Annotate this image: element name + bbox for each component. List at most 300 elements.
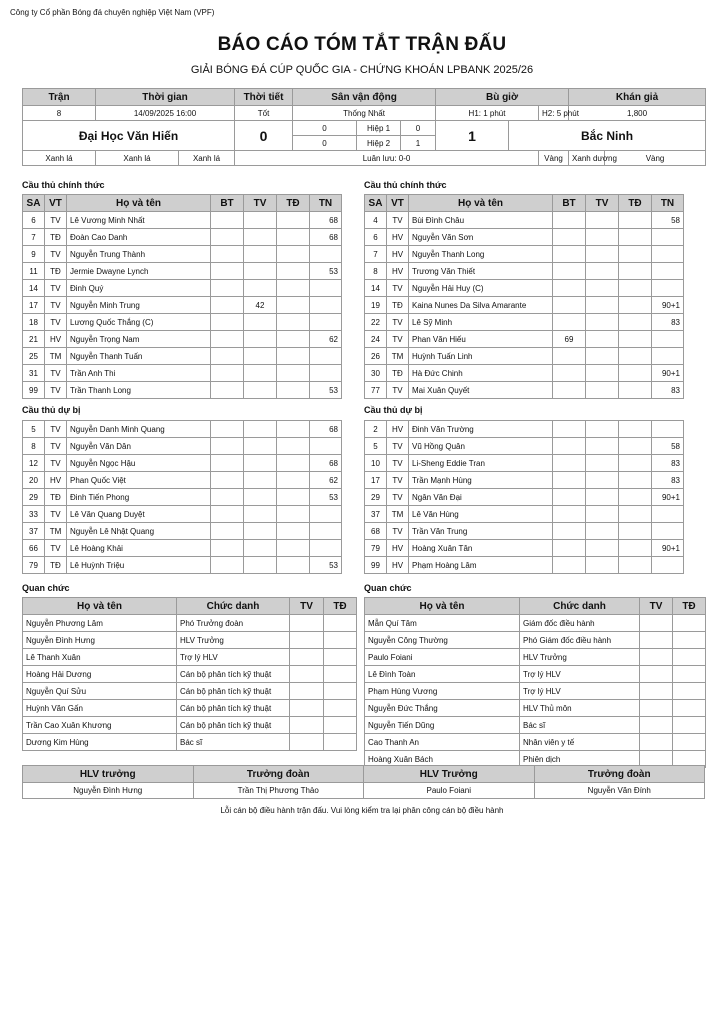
table-cell — [553, 506, 586, 523]
table-cell: Lê Huỳnh Triệu — [67, 557, 211, 574]
table-row — [23, 331, 342, 348]
table-cell — [586, 229, 619, 246]
away-kit-shorts: Xanh dương — [569, 151, 605, 166]
away-officials-heading: Quan chức — [364, 583, 412, 593]
column-header: VT — [45, 195, 67, 212]
table-row — [23, 421, 342, 438]
table-cell — [553, 438, 586, 455]
table-cell — [211, 280, 244, 297]
table-cell: Cán bộ phân tích kỹ thuật — [177, 717, 290, 734]
table-row — [365, 506, 684, 523]
column-header: Họ và tên — [409, 195, 553, 212]
table-cell: Phó Giám đốc điều hành — [520, 632, 640, 649]
table-cell: 9 — [23, 246, 45, 263]
table-cell — [673, 632, 706, 649]
table-cell: Nguyễn Tiến Dũng — [365, 717, 520, 734]
table-cell: Lê Hoàng Khải — [67, 540, 211, 557]
table-cell: Hà Đức Chinh — [409, 365, 553, 382]
table-cell — [244, 280, 277, 297]
table-cell: Nguyễn Văn Sơn — [409, 229, 553, 246]
table-cell: Lê Vương Minh Nhất — [67, 212, 211, 229]
table-cell: 68 — [365, 523, 387, 540]
table-cell — [586, 557, 619, 574]
table-cell: TV — [387, 523, 409, 540]
table-row — [23, 280, 342, 297]
table-cell — [586, 331, 619, 348]
table-row — [365, 314, 684, 331]
table-row — [365, 557, 684, 574]
table-cell — [586, 506, 619, 523]
table-cell: Nguyễn Ngọc Hậu — [67, 455, 211, 472]
footer-away-manager-header: Trưởng đoàn — [534, 766, 705, 783]
table-cell: 8 — [365, 263, 387, 280]
table-cell — [277, 229, 310, 246]
column-header: TĐ — [619, 195, 652, 212]
table-cell: TV — [387, 455, 409, 472]
table-cell: 18 — [23, 314, 45, 331]
table-cell: 7 — [365, 246, 387, 263]
column-header: TV — [586, 195, 619, 212]
table-cell — [586, 314, 619, 331]
table-cell — [244, 212, 277, 229]
table-cell — [290, 615, 324, 632]
table-row — [365, 700, 706, 717]
table-cell: Lê Đình Toàn — [365, 666, 520, 683]
table-cell: Nguyễn Trọng Nam — [67, 331, 211, 348]
table-cell — [553, 421, 586, 438]
table-cell: 22 — [365, 314, 387, 331]
home-kit-shorts: Xanh lá — [96, 151, 179, 166]
away-h2-score: 1 — [401, 136, 436, 151]
table-cell — [211, 348, 244, 365]
table-cell — [640, 666, 673, 683]
table-cell: Nguyễn Phương Lâm — [23, 615, 177, 632]
table-cell: Nguyễn Công Thường — [365, 632, 520, 649]
table-cell — [211, 314, 244, 331]
column-header: SA — [365, 195, 387, 212]
table-cell: Huỳnh Văn Gấn — [23, 700, 177, 717]
table-row — [365, 263, 684, 280]
table-row — [23, 297, 342, 314]
table-row — [23, 615, 357, 632]
table-cell: Cao Thanh An — [365, 734, 520, 751]
table-row — [23, 506, 342, 523]
table-cell: Trần Mạnh Hùng — [409, 472, 553, 489]
column-header: Chức danh — [177, 598, 290, 615]
table-cell: Trợ lý HLV — [520, 683, 640, 700]
table-cell: HV — [387, 557, 409, 574]
column-header: TĐ — [673, 598, 706, 615]
table-cell: TĐ — [45, 489, 67, 506]
table-cell — [277, 421, 310, 438]
table-cell — [277, 280, 310, 297]
footer-home-coach: Nguyễn Đình Hưng — [23, 783, 194, 799]
table-row — [23, 263, 342, 280]
away-kit-socks: Vàng — [605, 151, 706, 166]
table-cell — [244, 263, 277, 280]
table-cell: TĐ — [45, 263, 67, 280]
table-cell: TV — [45, 212, 67, 229]
header-time: Thời gian — [96, 89, 235, 106]
table-cell — [586, 348, 619, 365]
table-cell — [652, 506, 684, 523]
table-cell — [619, 489, 652, 506]
home-h1-score: 0 — [293, 121, 357, 136]
column-header: Họ và tên — [67, 195, 211, 212]
table-cell — [324, 717, 357, 734]
table-row — [23, 348, 342, 365]
table-row — [365, 382, 684, 399]
table-row — [23, 523, 342, 540]
column-header: TV — [640, 598, 673, 615]
table-cell — [211, 421, 244, 438]
table-cell: TV — [45, 540, 67, 557]
table-cell — [244, 421, 277, 438]
table-cell: TM — [387, 506, 409, 523]
column-header: SA — [23, 195, 45, 212]
home-h2-score: 0 — [293, 136, 357, 151]
table-cell — [673, 666, 706, 683]
footer-home-coach-header: HLV trưởng — [23, 766, 194, 783]
table-cell: Li-Sheng Eddie Tran — [409, 455, 553, 472]
table-cell: 25 — [23, 348, 45, 365]
column-header: TĐ — [277, 195, 310, 212]
table-row — [23, 246, 342, 263]
column-header: VT — [387, 195, 409, 212]
table-cell: Nhân viên y tế — [520, 734, 640, 751]
table-cell: 53 — [310, 382, 342, 399]
table-cell — [586, 421, 619, 438]
table-cell — [673, 717, 706, 734]
table-cell — [290, 734, 324, 751]
table-cell — [586, 365, 619, 382]
table-cell: Nguyễn Trung Thành — [67, 246, 211, 263]
table-cell — [211, 229, 244, 246]
table-row — [23, 717, 357, 734]
table-cell — [290, 632, 324, 649]
table-cell — [324, 649, 357, 666]
table-cell: 2 — [365, 421, 387, 438]
table-cell — [586, 263, 619, 280]
table-cell: 69 — [553, 331, 586, 348]
table-row — [23, 649, 357, 666]
table-cell — [586, 212, 619, 229]
table-cell — [553, 489, 586, 506]
away-starters-heading: Cầu thủ chính thức — [364, 180, 447, 190]
table-row — [365, 649, 706, 666]
table-cell: 90+1 — [652, 365, 684, 382]
table-cell: Bùi Đình Châu — [409, 212, 553, 229]
table-cell: 77 — [365, 382, 387, 399]
table-cell: TV — [387, 438, 409, 455]
table-row — [23, 540, 342, 557]
table-cell — [290, 700, 324, 717]
table-cell: HLV Trưởng — [520, 649, 640, 666]
table-cell: Trợ lý HLV — [520, 666, 640, 683]
home-score: 0 — [235, 121, 293, 151]
table-cell: Hoàng Xuân Bách — [365, 751, 520, 768]
match-stadium: Thống Nhất — [293, 106, 436, 121]
table-cell — [553, 229, 586, 246]
column-header: Họ và tên — [365, 598, 520, 615]
table-cell — [211, 382, 244, 399]
table-cell: TV — [45, 382, 67, 399]
away-h1-score: 0 — [401, 121, 436, 136]
away-starters-table — [364, 194, 684, 399]
table-cell — [619, 472, 652, 489]
table-cell — [619, 297, 652, 314]
header-attendance: Khán giả — [569, 89, 706, 106]
home-subs-heading: Cầu thủ dự bị — [22, 405, 81, 415]
table-cell — [586, 382, 619, 399]
table-cell: Nguyễn Hải Huy (C) — [409, 280, 553, 297]
table-cell — [277, 314, 310, 331]
table-row — [365, 297, 684, 314]
table-cell — [652, 263, 684, 280]
table-cell — [290, 683, 324, 700]
table-cell: TV — [387, 382, 409, 399]
header-added-time: Bù giờ — [436, 89, 569, 106]
table-cell: 6 — [23, 212, 45, 229]
table-cell: HV — [45, 472, 67, 489]
table-cell: 24 — [365, 331, 387, 348]
table-cell: 83 — [652, 455, 684, 472]
table-cell — [211, 297, 244, 314]
table-cell — [673, 683, 706, 700]
table-cell: TV — [45, 438, 67, 455]
table-cell: 4 — [365, 212, 387, 229]
table-row — [365, 365, 684, 382]
table-cell: 14 — [23, 280, 45, 297]
match-attendance: 1,800 — [569, 106, 706, 121]
table-cell: Đinh Quý — [67, 280, 211, 297]
table-cell: 8 — [23, 438, 45, 455]
table-cell: Lê Sỹ Minh — [409, 314, 553, 331]
table-cell: 7 — [23, 229, 45, 246]
table-cell — [211, 331, 244, 348]
table-cell — [619, 365, 652, 382]
table-cell: TV — [45, 280, 67, 297]
table-cell — [553, 365, 586, 382]
table-cell — [244, 506, 277, 523]
table-cell — [277, 557, 310, 574]
table-cell: 17 — [23, 297, 45, 314]
table-cell: TM — [387, 348, 409, 365]
away-score: 1 — [436, 121, 509, 151]
table-cell — [619, 557, 652, 574]
table-cell — [324, 734, 357, 751]
table-cell — [310, 540, 342, 557]
table-cell — [553, 297, 586, 314]
table-cell — [619, 438, 652, 455]
table-cell: Bác sĩ — [177, 734, 290, 751]
table-cell: Cán bộ phân tích kỹ thuật — [177, 666, 290, 683]
table-cell: Ngân Văn Đại — [409, 489, 553, 506]
table-row — [23, 489, 342, 506]
table-cell: TV — [45, 365, 67, 382]
table-cell: TV — [45, 506, 67, 523]
table-cell — [290, 717, 324, 734]
header-weather: Thời tiết — [235, 89, 293, 106]
table-cell — [277, 348, 310, 365]
table-cell: 5 — [365, 438, 387, 455]
home-officials-table — [22, 597, 357, 751]
table-row — [365, 229, 684, 246]
column-header: TV — [244, 195, 277, 212]
table-cell — [244, 365, 277, 382]
table-cell — [277, 506, 310, 523]
table-cell — [244, 348, 277, 365]
table-cell — [244, 472, 277, 489]
table-cell — [244, 489, 277, 506]
table-row — [365, 489, 684, 506]
table-cell: Trần Anh Thi — [67, 365, 211, 382]
table-cell — [553, 280, 586, 297]
table-row — [365, 734, 706, 751]
footer-away-coach: Paulo Foiani — [364, 783, 535, 799]
table-cell: Trần Cao Xuân Khương — [23, 717, 177, 734]
table-cell: 79 — [23, 557, 45, 574]
table-cell — [277, 331, 310, 348]
table-row — [365, 438, 684, 455]
table-cell — [244, 382, 277, 399]
table-cell: HV — [387, 540, 409, 557]
column-header: Họ và tên — [23, 598, 177, 615]
table-row — [23, 438, 342, 455]
table-cell — [211, 212, 244, 229]
table-cell — [211, 246, 244, 263]
half1-label: Hiệp 1 — [357, 121, 401, 136]
table-cell — [619, 314, 652, 331]
table-cell: 62 — [310, 331, 342, 348]
away-subs-table — [364, 420, 684, 574]
match-info-table — [22, 88, 706, 166]
table-cell — [277, 212, 310, 229]
table-cell: 31 — [23, 365, 45, 382]
header-stadium: Sân vận động — [293, 89, 436, 106]
table-cell: TM — [45, 348, 67, 365]
table-cell — [652, 421, 684, 438]
table-cell — [586, 523, 619, 540]
column-header: BT — [553, 195, 586, 212]
table-cell — [211, 489, 244, 506]
table-cell — [619, 246, 652, 263]
table-cell — [277, 246, 310, 263]
table-cell: 37 — [23, 523, 45, 540]
table-cell: Hoàng Xuân Tân — [409, 540, 553, 557]
table-cell — [310, 365, 342, 382]
table-cell: TV — [45, 297, 67, 314]
table-cell — [310, 506, 342, 523]
table-cell — [277, 263, 310, 280]
page-title: BÁO CÁO TÓM TẮT TRẬN ĐẤU — [217, 34, 507, 55]
error-note: Lỗi cán bộ điều hành trận đấu. Vui lòng kiểm tra lại phân công cán bộ điều hành — [220, 806, 504, 815]
table-cell — [277, 472, 310, 489]
table-row — [365, 348, 684, 365]
home-kit-shirt: Xanh lá — [23, 151, 96, 166]
table-cell — [652, 280, 684, 297]
table-cell — [619, 382, 652, 399]
table-cell — [673, 734, 706, 751]
table-cell — [619, 348, 652, 365]
table-row — [365, 523, 684, 540]
table-cell — [640, 700, 673, 717]
table-cell: TV — [45, 314, 67, 331]
table-row — [23, 382, 342, 399]
table-cell: Nguyễn Thanh Tuấn — [67, 348, 211, 365]
table-cell — [324, 632, 357, 649]
table-cell: 68 — [310, 229, 342, 246]
table-row — [23, 700, 357, 717]
table-cell — [310, 246, 342, 263]
table-cell — [652, 348, 684, 365]
footer-home-manager: Trần Thị Phương Thảo — [193, 783, 364, 799]
table-row — [365, 212, 684, 229]
table-cell: 62 — [310, 472, 342, 489]
table-cell: 99 — [365, 557, 387, 574]
table-cell — [652, 523, 684, 540]
table-cell — [553, 212, 586, 229]
table-cell: 21 — [23, 331, 45, 348]
table-cell: Cán bộ phân tích kỹ thuật — [177, 700, 290, 717]
table-cell: 11 — [23, 263, 45, 280]
table-cell — [673, 615, 706, 632]
half2-label: Hiệp 2 — [357, 136, 401, 151]
table-cell — [310, 314, 342, 331]
table-cell: Phiên dịch — [520, 751, 640, 768]
table-cell — [244, 331, 277, 348]
table-cell — [290, 649, 324, 666]
table-cell: 20 — [23, 472, 45, 489]
table-cell: TV — [387, 314, 409, 331]
table-cell — [310, 438, 342, 455]
table-cell: Lương Quốc Thắng (C) — [67, 314, 211, 331]
table-cell — [553, 246, 586, 263]
column-header: TN — [652, 195, 684, 212]
away-subs-heading: Cầu thủ dự bị — [364, 405, 423, 415]
table-row — [23, 212, 342, 229]
table-cell: Phan Quốc Việt — [67, 472, 211, 489]
table-cell — [211, 557, 244, 574]
table-cell — [211, 472, 244, 489]
table-cell — [652, 229, 684, 246]
table-cell: Huỳnh Tuấn Linh — [409, 348, 553, 365]
table-cell: 58 — [652, 438, 684, 455]
table-cell: TM — [45, 523, 67, 540]
table-cell: Nguyễn Đình Hưng — [23, 632, 177, 649]
table-row — [23, 472, 342, 489]
table-cell — [553, 348, 586, 365]
table-cell — [244, 557, 277, 574]
table-row — [23, 557, 342, 574]
table-cell — [211, 438, 244, 455]
column-header: TN — [310, 195, 342, 212]
table-cell: 58 — [652, 212, 684, 229]
table-cell: 5 — [23, 421, 45, 438]
table-cell: Jermie Dwayne Lynch — [67, 263, 211, 280]
table-cell — [619, 455, 652, 472]
table-cell: Trần Thanh Long — [67, 382, 211, 399]
table-cell: 12 — [23, 455, 45, 472]
table-row — [23, 683, 357, 700]
table-cell: 37 — [365, 506, 387, 523]
table-cell — [619, 280, 652, 297]
table-cell — [211, 540, 244, 557]
table-cell — [310, 523, 342, 540]
table-cell: Đoàn Cao Danh — [67, 229, 211, 246]
table-cell: Kaina Nunes Da Silva Amarante — [409, 297, 553, 314]
table-cell: Trương Văn Thiết — [409, 263, 553, 280]
